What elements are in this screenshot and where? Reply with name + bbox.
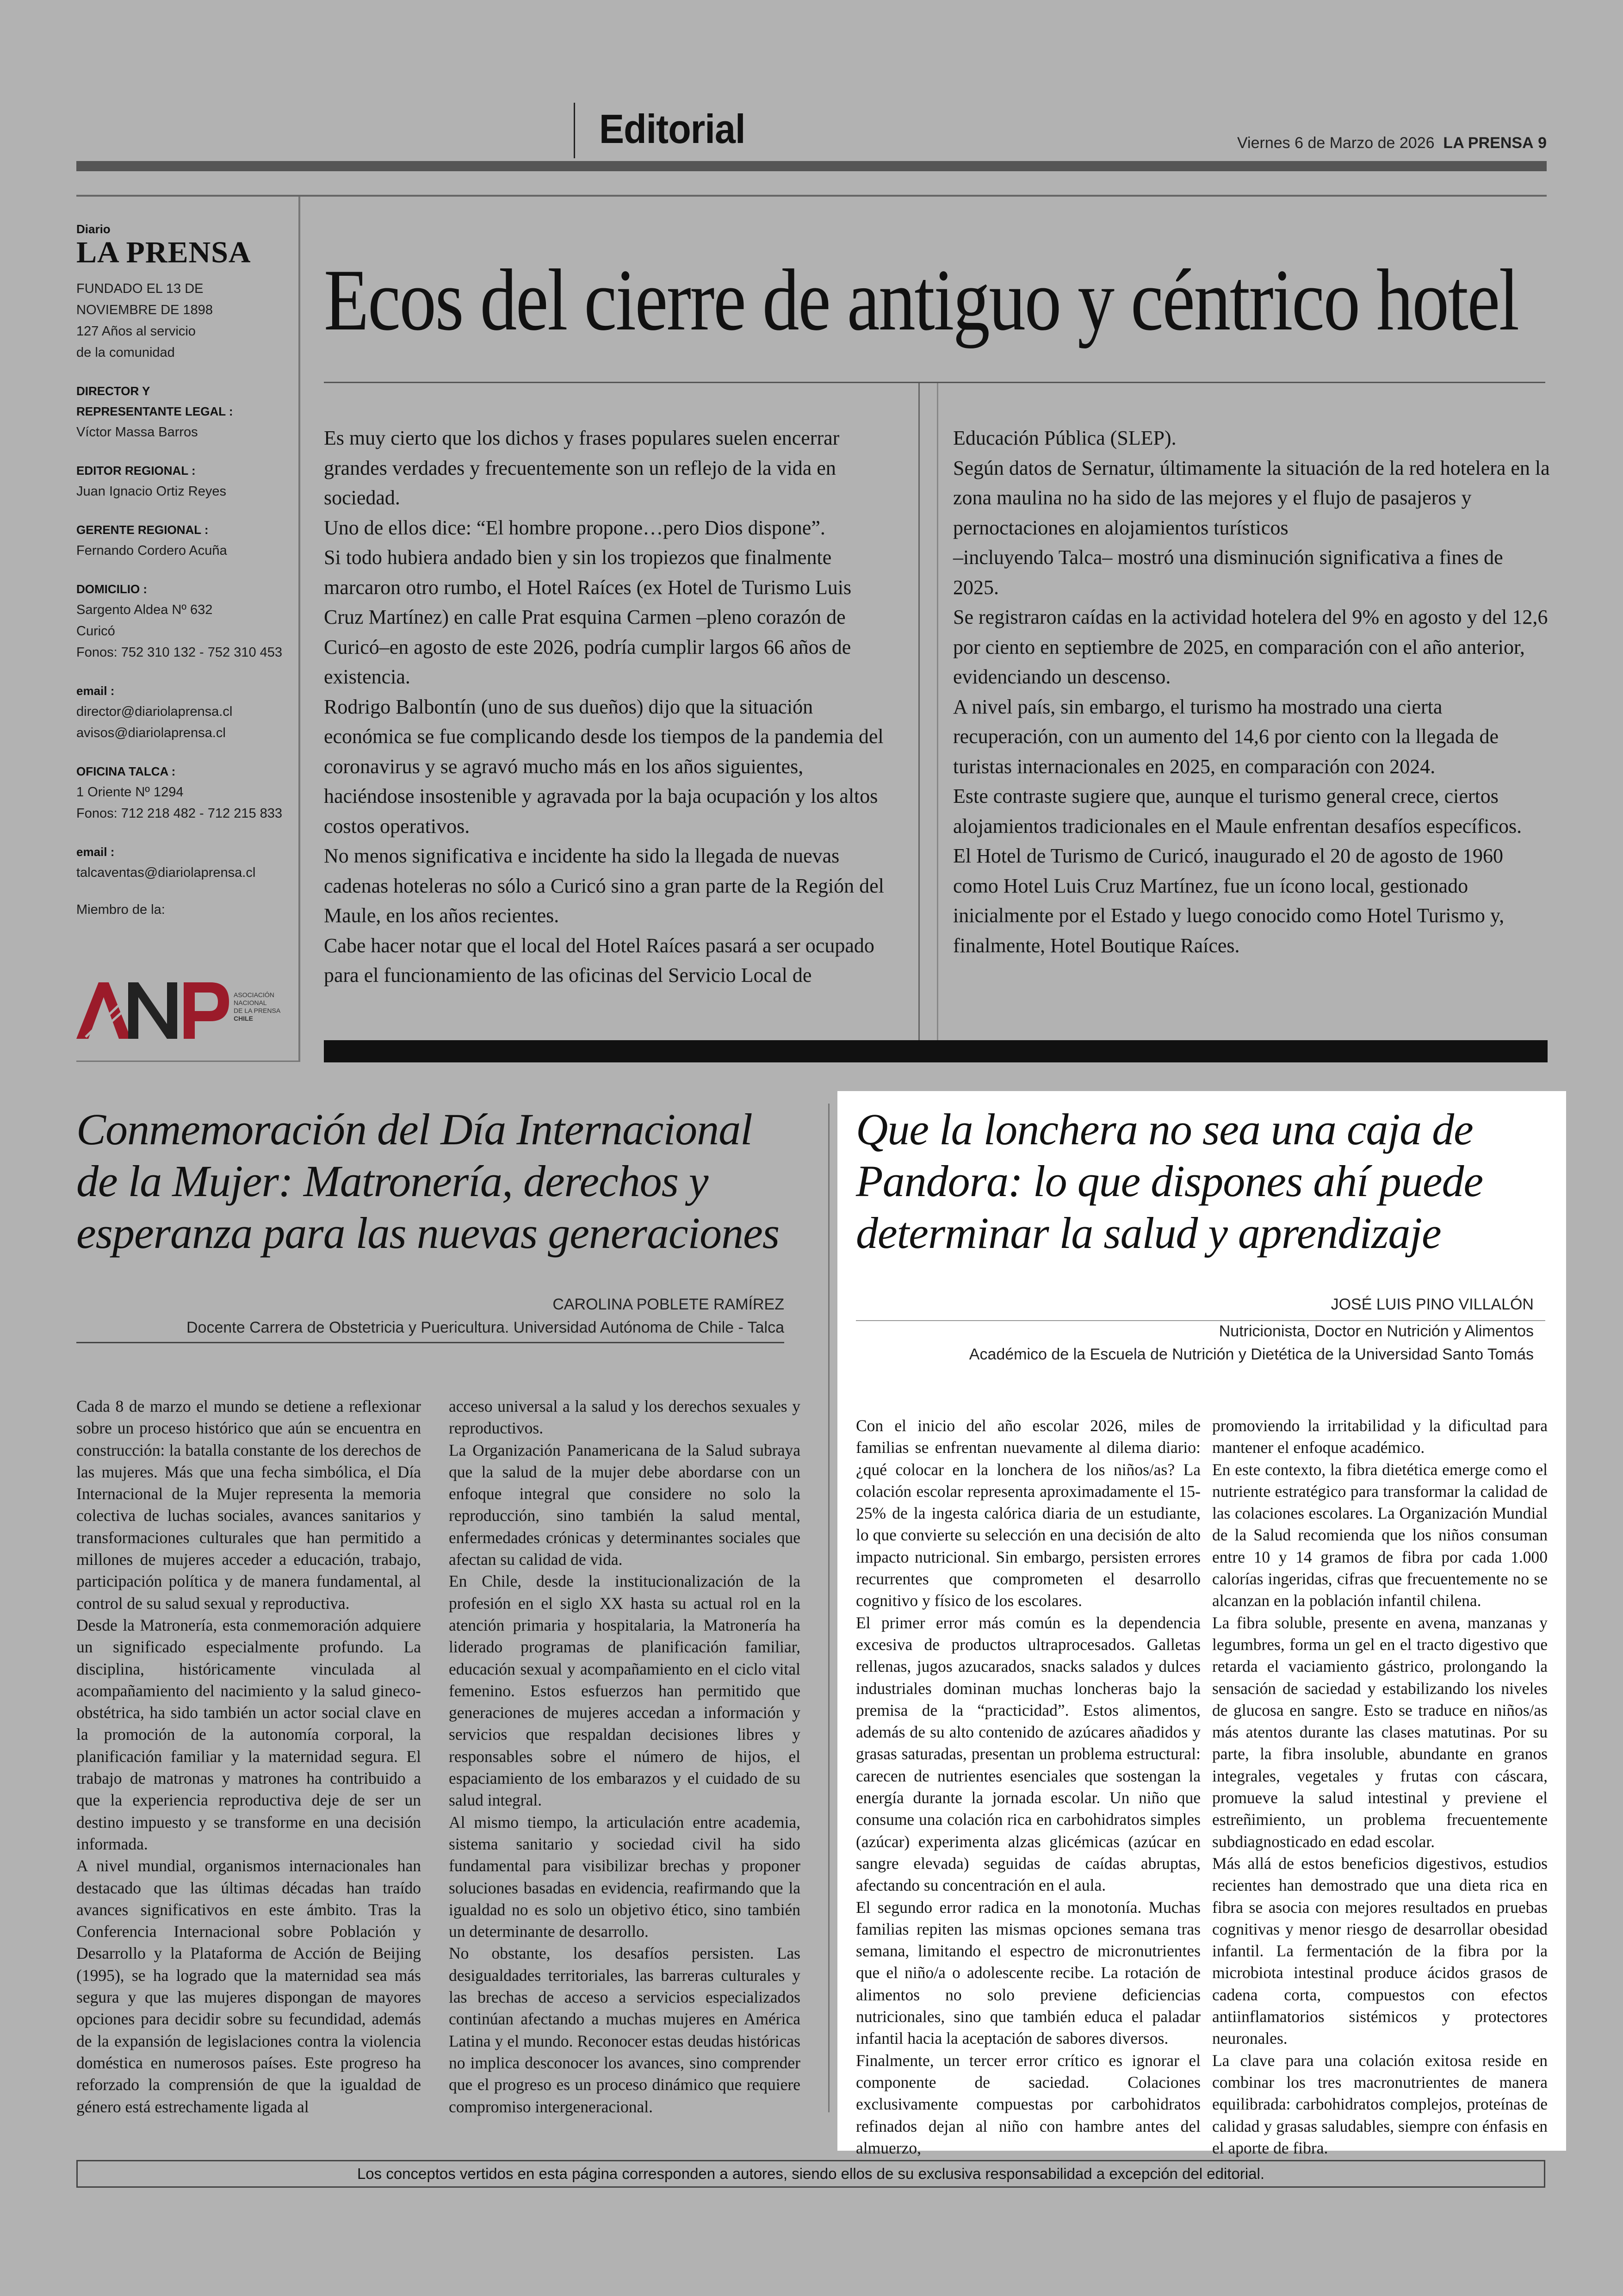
left-article-byline xyxy=(44,1293,784,1339)
paragraph: Cada 8 de marzo el mundo se detiene a reflexionar sobre un proceso histórico que aún se encuentra en construcción: la batalla constante de los derechos de las mujeres. Más que una fecha simbólica, el Día Internacional de la Mujer representa la memoria colectiva de luchas sociales, avances sanitarios y transformaciones culturales que han permitido a millones de mujeres acceder a educación, trabajo, participación política y de manera fundamental, al control de su salud sexual y reproductiva. xyxy=(76,1397,421,1613)
right-article-title: Que la lonchera no sea una caja de Pandora: lo que dispones ahí puede determinar la salud y aprendizaje xyxy=(856,1105,1483,1258)
paragraph: Con el inicio del año escolar 2026, miles de familias se enfrentan nuevamente al dilema diario: ¿qué colocar en la lonchera de los niños/as? La colación escolar representa aproximadamente el 15-25% de la ingesta calórica diaria de un estudiante, lo que convierte su selección en una decisión de alto impacto nutricional. Sin embargo, persisten errores recurrentes que comprometen el desarrollo cognitivo y físico de los escolares. xyxy=(856,1416,1201,1610)
anp-logo xyxy=(76,979,281,1041)
director-label-1: DIRECTOR Y xyxy=(76,384,150,398)
paragraph: Al mismo tiempo, la articulación entre academia, sistema sanitario y sociedad civil ha sido fundamental para visibilizar brechas y proponer soluciones basadas en evidencia, reafirmando que la igualdad no es solo un objetivo ético, sino también un determinante de desarrollo. xyxy=(449,1812,800,1941)
paragraph: A nivel mundial, organismos internacionales han destacado que las últimas décadas han traído avances significativos en este ámbito. Tras la Conferencia Internacional sobre Población y Desarrollo y la Plataforma de Acción de Beijing (1995), se ha logrado que la maternidad sea más segura y que las mujeres dispongan de mayores opciones para decidir sobre su fecundidad, además de la expansión de legislaciones contra la violencia doméstica en numerosos países. Este progreso ha reforzado la comprensión de que la igualdad de género está estrechamente ligada al xyxy=(76,1856,421,2116)
paragraph: Desde la Matronería, esta conmemoración adquiere un significado especialmente profundo. La disciplina, históricamente vinculada al acompañamiento del nacimiento y la salud gineco-obstétrica, ha sido también un actor social clave en la promoción de la autonomía corporal, la planificación familiar y la maternidad segura. El trabajo de matronas y matrones ha contribuido a que la experiencia reproductiva deje de ser un destino impuesto y se transforme en una decisión informada. xyxy=(76,1615,421,1853)
talca-phones: Fonos: 712 218 482 - 712 215 833 xyxy=(76,806,283,821)
paragraph: La Organización Panamericana de la Salud subraya que la salud de la mujer debe abordarse con un enfoque integral que considere no solo la reproducción, sino también la salud mental, enfermedades crónicas y determinantes sociales que afectan su calidad de vida. xyxy=(449,1440,800,1569)
editorial-column-divider xyxy=(918,383,920,1040)
anp-line-1: ASOCIACIÓN xyxy=(234,991,274,999)
anp-line-2: NACIONAL xyxy=(234,999,267,1006)
editorial-headline: Ecos del cierre de antiguo y céntrico hotel xyxy=(324,252,1518,349)
paragraph: promoviendo la irritabilidad y la dificultad para mantener el enfoque académico. xyxy=(1212,1416,1548,1457)
anp-line-4: CHILE xyxy=(234,1015,253,1022)
paragraph: Rodrigo Balbontín (uno de sus dueños) dijo que la situación económica se fue complicando desde los tiempos de la pandemia del coronavirus y se agravó mucho más en los años siguientes, haciéndose insostenible y agravada por la baja ocupación y los altos costos operativos. xyxy=(324,695,884,838)
editorial-column-1 xyxy=(324,423,888,991)
left-author-role: Docente Carrera de Obstetricia y Puericultura. Universidad Autónoma de Chile - Talca xyxy=(186,1319,784,1336)
anp-logo-mark xyxy=(76,982,229,1039)
manager-name: Fernando Cordero Acuña xyxy=(76,543,227,558)
header-rule xyxy=(76,195,1547,197)
dateline-paper: LA PRENSA xyxy=(1443,134,1534,152)
masthead-logo: LA PRENSA xyxy=(76,236,251,269)
director-label xyxy=(76,381,298,422)
paragraph: En Chile, desde la institucionalización de la profesión en el siglo XX hasta su actual rol en la atención primaria y hospitalaria, la Matronería ha liderado programas de planificación familiar, educación sexual y acompañamiento en el ciclo vital femenino. Estos esfuerzos han permitido que generaciones de mujeres accedan a información y servicios que respaldan decisiones libres y responsables sobre el número de hijos, el espaciamiento de los embarazos y el cuidado de su salud integral. xyxy=(449,1572,800,1810)
paragraph: No menos significativa e incidente ha sido la llegada de nuevas cadenas hoteleras no sólo a Curicó sino a gran parte de la Región del Maule, en los años recientes. xyxy=(324,844,884,927)
left-article-column-1 xyxy=(76,1396,421,2118)
header-divider xyxy=(574,103,575,158)
talca-office-label: OFICINA TALCA : xyxy=(76,764,176,778)
paragraph: La clave para una colación exitosa reside en combinar los tres macronutrientes de manera equilibrada: carbohidratos complejos, proteínas de calidad y grasas saludables, siempre con énfasis en el aporte de fibra. xyxy=(1212,2051,1548,2157)
phones: Fonos: 752 310 132 - 752 310 453 xyxy=(76,645,283,660)
paragraph: No obstante, los desafíos persisten. Las desigualdades territoriales, las barreras culturales y las brechas de acceso a servicios especializados continúan afectando a muchas mujeres en América Latina y el mundo. Reconocer estas deudas históricas no implica desconocer los avances, sino comprender que el progreso es un proceso dinámico que requiere compromiso intergeneracional. xyxy=(449,1944,800,2116)
talca-email-label: email : xyxy=(76,845,115,859)
email-avisos-link[interactable]: avisos@diariolaprensa.cl xyxy=(76,726,226,740)
paragraph: El Hotel de Turismo de Curicó, inaugurado el 20 de agosto de 1960 como Hotel Luis Cruz Martínez, fue un ícono local, gestionado inicialmente por el Estado y luego conocido como Hotel Turismo y, finalmente, Hotel Boutique Raíces. xyxy=(953,844,1505,957)
editorial-column-divider-2 xyxy=(937,383,938,1040)
paragraph: Según datos de Sernatur, últimamente la situación de la red hotelera en la zona maulina no ha sido de las mejores y el flujo de pasajeros y pernoctaciones en alojamientos turísticos xyxy=(953,456,1550,539)
paragraph: A nivel país, sin embargo, el turismo ha mostrado una cierta recuperación, con un aumento del 14,6 por ciento con la llegada de turistas internacionales en 2025, en comparación con 2024. xyxy=(953,695,1499,778)
paragraph: Es muy cierto que los dichos y frases populares suelen encerrar grandes verdades y frecuentemente son un reflejo de la vida en sociedad. xyxy=(324,427,840,509)
address xyxy=(76,599,298,663)
paragraph: Uno de ellos dice: “El hombre propone…pero Dios dispone”. xyxy=(324,516,825,539)
paragraph: Más allá de estos beneficios digestivos, estudios recientes han demostrado que una dieta rica en fibra se asocia con mejores resultados en pruebas cognitivas y menor riesgo de desarrollar obesidad infantil. La fermentación de la fibra por la microbiota intestinal produce ácidos grasos de cadena corta, compuestos con efectos antiinflamatorios sistémicos y protectores neuronales. xyxy=(1212,1854,1548,2048)
paragraph: –incluyendo Talca– mostró una disminución significativa a fines de 2025. xyxy=(953,546,1503,599)
paragraph: El primer error más común es la dependencia excesiva de productos ultraprocesados. Galletas rellenas, jugos azucarados, snacks salados y dulces industriales dominan muchas loncheras bajo la premisa de la “practicidad”. Estos alimentos, además de su alto contenido de azúcares añadidos y grasas saturadas, presentan un problema estructural: carecen de nutrientes esenciales que sostengan la energía durante la jornada escolar. Un niño que consume una colación rica en carbohidratos simples (azúcar) experimenta alzas glicémicas (azúcar en sangre elevada) seguidas de caídas abruptas, afectando su concentración en el aula. xyxy=(856,1613,1201,1895)
paragraph: Cabe hacer notar que el local del Hotel Raíces pasará a ser ocupado para el funcionamiento de las oficinas del Servicio Local de xyxy=(324,934,874,987)
director-name: Víctor Massa Barros xyxy=(76,425,198,440)
director-label-2: REPRESENTANTE LEGAL : xyxy=(76,404,233,418)
masthead-founded xyxy=(76,278,298,363)
founded-line-1: FUNDADO EL 13 DE xyxy=(76,281,204,296)
talca-email-link[interactable]: talcaventas@diariolaprensa.cl xyxy=(76,865,256,880)
talca-office xyxy=(76,782,298,824)
years-line-1: 127 Años al servicio xyxy=(76,324,196,339)
address-line-2: Curicó xyxy=(76,624,115,639)
page-number: 9 xyxy=(1538,134,1547,152)
paragraph: acceso universal a la salud y los derechos sexuales y reproductivos. xyxy=(449,1397,800,1438)
right-article-column-1 xyxy=(856,1415,1201,2159)
editor-name: Juan Ignacio Ortiz Reyes xyxy=(76,484,226,499)
right-article-byline xyxy=(793,1293,1534,1316)
dateline-date: Viernes 6 de Marzo de 2026 xyxy=(1237,134,1435,152)
paragraph: La fibra soluble, presente en avena, manzanas y legumbres, forma un gel en el tracto digestivo que retarda el vaciamiento gástrico, prolongando la sensación de saciedad y estabilizando los niveles de glucosa en sangre. Esto se traduce en niños/as más atentos durante las clases matutinas. Por su parte, la fibra insoluble, abundante en granos integrales, vegetales y frutas con cáscara, promueve la salud intestinal y previene el estreñimiento, un problema frecuentemente subdiagnosticado en edad escolar. xyxy=(1212,1613,1548,1851)
paragraph: Si todo hubiera andado bien y sin los tropiezos que finalmente marcaron otro rumbo, el Hotel Raíces (ex Hotel de Turismo Luis Cruz Martínez) en calle Prat esquina Carmen –pleno corazón de Curicó–en agosto de este 2026, podría cumplir largos 66 años de existencia. xyxy=(324,546,852,688)
masthead-diario: Diario xyxy=(76,222,111,236)
talca-address: 1 Oriente Nº 1294 xyxy=(76,785,184,800)
anp-line-3: DE LA PRENSA xyxy=(234,1007,281,1014)
paragraph: Este contraste sugiere que, aunque el turismo general crece, ciertos alojamientos tradicionales en el Maule enfrentan desafíos específicos. xyxy=(953,785,1522,838)
manager-label: GERENTE REGIONAL : xyxy=(76,523,209,537)
right-author-role-1: Nutricionista, Doctor en Nutrición y Alimentos xyxy=(1219,1322,1534,1340)
editorial-bottom-bar xyxy=(324,1040,1548,1062)
editorial-rule xyxy=(324,382,1545,383)
disclaimer-text: Los conceptos vertidos en esta página corresponden a autores, siendo ellos de su exclusiva responsabilidad a excepción del editorial. xyxy=(357,2165,1265,2182)
right-article-column-2 xyxy=(1212,1415,1548,2159)
paragraph: Educación Pública (SLEP). xyxy=(953,427,1177,449)
right-author-name: JOSÉ LUIS PINO VILLALÓN xyxy=(1331,1296,1534,1313)
section-title: Editorial xyxy=(599,106,745,152)
editorial-column-2 xyxy=(953,423,1550,961)
founded-line-2: NOVIEMBRE DE 1898 xyxy=(76,303,213,317)
masthead-bottom-rule xyxy=(76,1061,300,1062)
disclaimer-box xyxy=(76,2160,1545,2188)
years-line-2: de la comunidad xyxy=(76,345,175,360)
articles-divider xyxy=(828,1104,830,2112)
editor-label: EDITOR REGIONAL : xyxy=(76,464,196,478)
right-article-roles xyxy=(793,1320,1534,1366)
left-article-column-2 xyxy=(449,1396,800,2118)
masthead-border xyxy=(298,197,300,1062)
member-of: Miembro de la: xyxy=(76,902,165,917)
paragraph: Finalmente, un tercer error crítico es ignorar el componente de saciedad. Colaciones exclusivamente compuestas por carbohidratos refinados dejan al niño con hambre antes del almuerzo, xyxy=(856,2051,1201,2157)
paragraph: En este contexto, la fibra dietética emerge como el nutriente estratégico para transformar la calidad de las colaciones escolares. La Organización Mundial de la Salud recomienda que los niños consuman entre 10 y 14 gramos de fibra por cada 1.000 calorías ingeridas, cifras que frecuentemente no se alcanzan en la población infantil chilena. xyxy=(1212,1460,1548,1610)
email-label: email : xyxy=(76,684,115,698)
right-author-role-2: Académico de la Escuela de Nutrición y Dietética de la Universidad Santo Tomás xyxy=(969,1346,1534,1363)
left-article-rule xyxy=(76,1342,784,1343)
email-director-link[interactable]: director@diariolaprensa.cl xyxy=(76,704,233,719)
left-article-title: Conmemoración del Día Internacional de la Mujer: Matronería, derechos y esperanza para las nuevas generaciones xyxy=(76,1105,780,1258)
paragraph: Se registraron caídas en la actividad hotelera del 9% en agosto y del 12,6 por ciento en septiembre de 2025, en comparación con el año anterior, evidenciando un descenso. xyxy=(953,606,1548,688)
address-line-1: Sargento Aldea Nº 632 xyxy=(76,602,213,617)
header-bar xyxy=(76,161,1547,171)
paragraph: El segundo error radica en la monotonía. Muchas familias repiten las mismas opciones semana tras semana, limitando el espectro de micronutrientes que el niño/a o adolescente recibe. La rotación de alimentos no solo previene deficiencias nutricionales, sino que también educa el paladar infantil hacia la aceptación de sabores diversos. xyxy=(856,1898,1201,2048)
emails xyxy=(76,701,298,744)
masthead xyxy=(76,222,298,920)
address-label: DOMICILIO : xyxy=(76,582,148,596)
left-author-name: CAROLINA POBLETE RAMÍREZ xyxy=(552,1296,784,1313)
page-dateline xyxy=(1237,134,1547,152)
